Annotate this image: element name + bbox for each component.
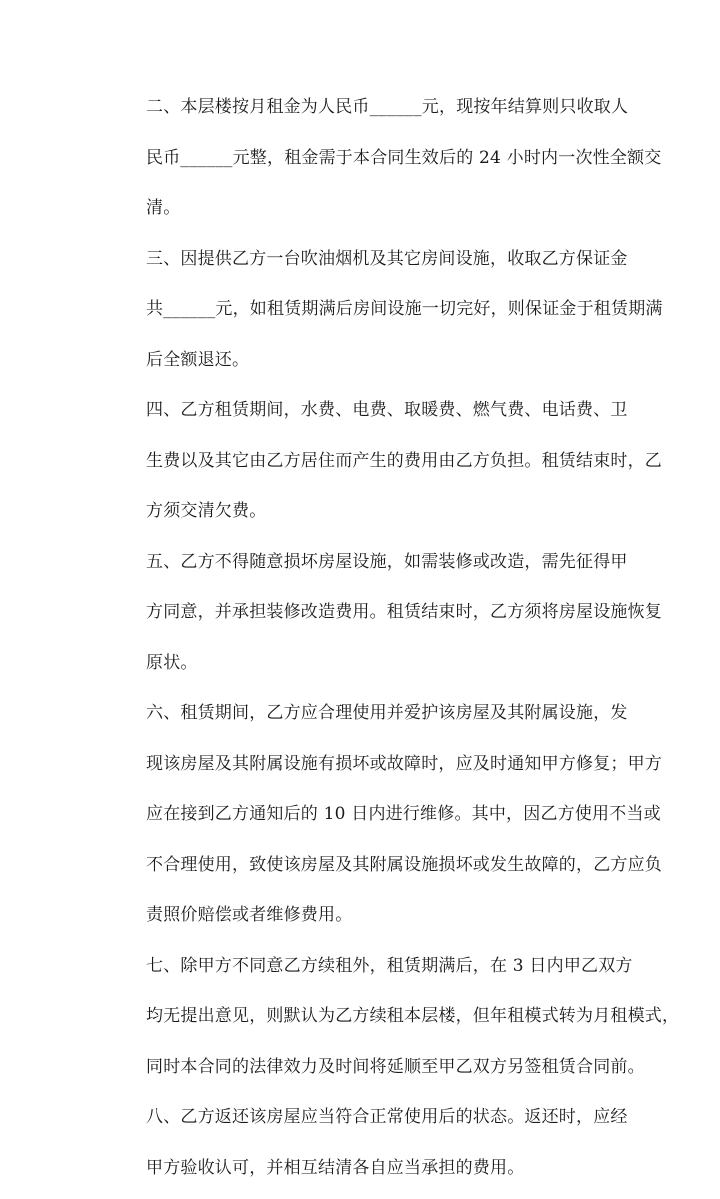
clause-3-line-3: 后全额退还。	[146, 349, 250, 370]
clause-4	[110, 391, 662, 531]
clause-2-line-1: 二、本层楼按月租金为人民币______元，现按年结算则只收取人	[146, 97, 629, 117]
clause-5-line-2: 方同意，并承担装修改造费用。租赁结束时，乙方须将房屋设施恢复	[146, 602, 662, 622]
clause-8-line-1: 八、乙方返还该房屋应当符合正常使用后的状态。返还时，应经	[146, 1107, 628, 1127]
clause-4-line-2: 生费以及其它由乙方居住而产生的费用由乙方负担。租赁结束时，乙	[146, 450, 662, 471]
clause-5	[110, 543, 662, 683]
clause-7-line-3: 同时本合同的法律效力及时间将延顺至甲乙双方另签租赁合同前。	[146, 1056, 645, 1077]
document-body	[110, 88, 680, 1199]
clause-6	[110, 694, 662, 935]
clause-6-line-4: 不合理使用，致使该房屋及其附属设施损坏或发生故障的，乙方应负	[146, 854, 662, 875]
clause-7-line-2: 均无提出意见，则默认为乙方续租本层楼，但年租模式转为月租模式，	[146, 1006, 680, 1026]
clause-7	[110, 947, 680, 1087]
clause-8	[110, 1098, 628, 1187]
clause-7-line-1: 七、除甲方不同意乙方续租外，租赁期满后，在 3 日内甲乙双方	[146, 955, 633, 976]
clause-6-line-2: 现该房屋及其附属设施有损坏或故障时，应及时通知甲方修复；甲方	[146, 753, 662, 774]
clause-2-line-2: 民币______元整，租金需于本合同生效后的 24 小时内一次性全额交	[146, 147, 662, 168]
clause-4-line-3: 方须交清欠费。	[146, 501, 267, 521]
clause-8-line-2: 甲方验收认可，并相互结清各自应当承担的费用。	[146, 1157, 525, 1178]
clause-3	[110, 240, 663, 380]
clause-6-line-3: 应在接到乙方通知后的 10 日内进行维修。其中，因乙方使用不当或	[146, 804, 661, 824]
clause-3-line-2: 共______元，如租赁期满后房间设施一切完好，则保证金于租赁期满	[146, 299, 663, 319]
clause-6-line-5: 责照价赔偿或者维修费用。	[146, 905, 353, 925]
clause-2	[110, 88, 662, 228]
clause-6-line-1: 六、租赁期间，乙方应合理使用并爱护该房屋及其附属设施，发	[146, 703, 628, 723]
clause-5-line-3: 原状。	[146, 652, 198, 673]
clause-5-line-1: 五、乙方不得随意损坏房屋设施，如需装修或改造，需先征得甲	[146, 551, 628, 572]
clause-4-line-1: 四、乙方租赁期间，水费、电费、取暖费、燃气费、电话费、卫	[146, 400, 628, 420]
clause-3-line-1: 三、因提供乙方一台吹油烟机及其它房间设施，收取乙方保证金	[146, 248, 628, 269]
clause-2-line-3: 清。	[146, 198, 181, 218]
